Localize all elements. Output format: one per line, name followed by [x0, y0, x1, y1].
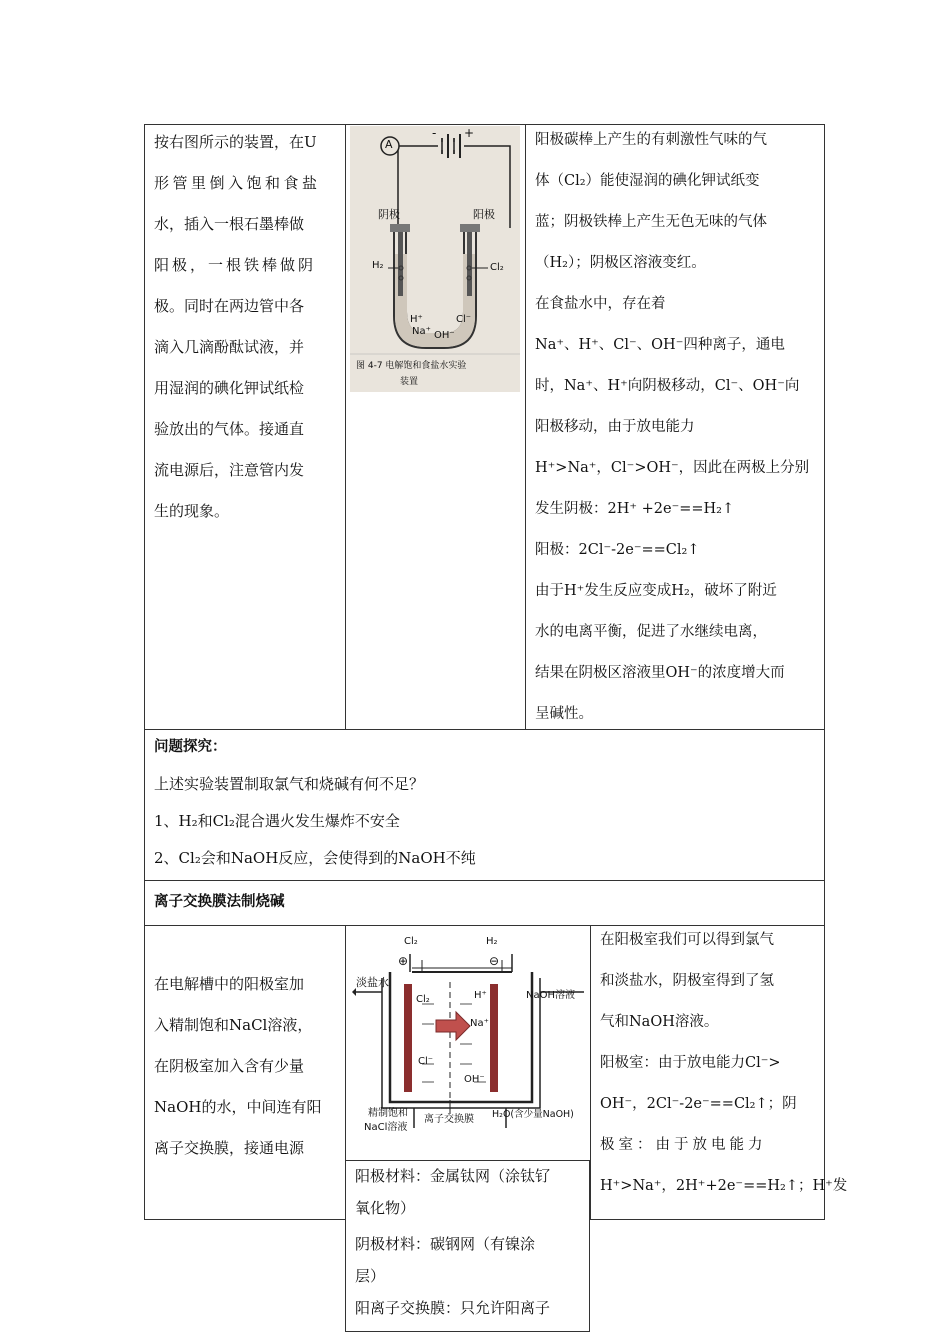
procedure-line: 生的现象。: [154, 502, 230, 520]
material-line: 层）: [355, 1267, 386, 1285]
battery-minus: -: [432, 126, 437, 140]
explanation-line: 阳极移动，由于放电能力: [535, 419, 695, 435]
brine-label-2: NaCl溶液: [364, 1122, 408, 1133]
explanation-line: 时，Na⁺、H⁺向阴极移动，Cl⁻、OH⁻向: [535, 378, 800, 394]
explanation-line: 阳极碳棒上产生的有刺激性气味的气: [535, 132, 767, 148]
procedure-line: 极。同时在两边管中各: [154, 297, 305, 315]
procedure-line: 水，插入一根石墨棒做: [154, 215, 305, 233]
procedure-line: NaOH的水，中间连有阳: [154, 1098, 322, 1116]
membrane-label: 离子交换膜: [424, 1114, 474, 1125]
section-heading: 问题探究：: [154, 739, 227, 755]
explanation-line: 由于H⁺发生反应变成H₂，破坏了附近: [535, 583, 777, 599]
anode-sign: ⊕: [398, 954, 409, 968]
ion-na: Na⁺: [412, 326, 431, 337]
explanation-line: 体（Cl₂）能使湿润的碘化钾试纸变: [535, 173, 760, 189]
oh-ion: OH⁻: [464, 1074, 485, 1085]
procedure-line: 流电源后，注意管内发: [154, 461, 305, 479]
explanation-line: 气和NaOH溶液。: [600, 1014, 719, 1030]
h2-label: H₂: [372, 260, 384, 271]
explanation-line: H⁺>Na⁺，Cl⁻>OH⁻，因此在两极上分别: [535, 460, 810, 476]
electrolysis-figure: [350, 126, 520, 392]
procedure-line: 离子交换膜，接通电源: [154, 1139, 305, 1157]
experiment-explanation: [535, 120, 821, 735]
membrane-procedure: [154, 964, 321, 1169]
cl2-label: Cl₂: [490, 262, 504, 273]
cl2-inner: Cl₂: [416, 994, 430, 1005]
explanation-line: 呈碱性。: [535, 706, 593, 722]
membrane-explanation: [600, 920, 847, 1207]
naoh-solution-label: NaOH溶液: [526, 990, 575, 1001]
h-ion: H⁺: [474, 990, 487, 1001]
material-line: 氧化物）: [355, 1199, 416, 1217]
membrane-cell-figure: [352, 932, 586, 1132]
procedure-line: 按右图所示的装置，在U: [154, 133, 317, 151]
u-tube-diagram: [350, 126, 520, 392]
explanation-line: 阳极：2Cl⁻-2e⁻==Cl₂↑: [535, 542, 700, 558]
explanation-line: Na⁺、H⁺、Cl⁻、OH⁻四种离子，通电: [535, 337, 785, 353]
explanation-line: OH⁻，2Cl⁻-2e⁻==Cl₂↑；阴: [600, 1096, 797, 1112]
procedure-line: 在阴极室加入含有少量: [154, 1057, 305, 1075]
experiment-procedure: [154, 122, 340, 532]
procedure-line: 形管里倒入饱和食盐: [154, 174, 321, 192]
explanation-line: 发生阴极：2H⁺ +2e⁻==H₂↑: [535, 501, 735, 517]
divider: [590, 925, 591, 1220]
divider: [525, 124, 526, 730]
cathode-sign: ⊖: [489, 954, 500, 968]
explanation-line: H⁺>Na⁺，2H⁺+2e⁻==H₂↑；H⁺发: [600, 1178, 848, 1194]
ion-h: H⁺: [410, 314, 423, 325]
procedure-line: 滴入几滴酚酞试液，并: [154, 338, 305, 356]
na-ion: Na⁺: [470, 1018, 489, 1029]
dilute-brine-label: 淡盐水: [356, 976, 389, 989]
question-text: 上述实验装置制取氯气和烧碱有何不足？: [154, 775, 425, 793]
problem-section: [154, 729, 476, 877]
explanation-line: 在阳极室我们可以得到氯气: [600, 932, 774, 948]
material-line: 阳离子交换膜：只允许阳离子: [355, 1299, 551, 1317]
electrode-materials: [355, 1160, 550, 1324]
membrane-cell-diagram: [352, 932, 586, 1132]
procedure-line: 验放出的气体。接通直: [154, 420, 305, 438]
procedure-line: 入精制饱和NaCl溶液，: [154, 1016, 313, 1034]
section-heading: 离子交换膜法制烧碱: [154, 894, 285, 910]
figure-caption-2: 装置: [400, 377, 419, 387]
material-line: 阳极材料：金属钛网（涂钛钌: [355, 1167, 551, 1185]
point-1: 1、H₂和Cl₂混合遇火发生爆炸不安全: [154, 812, 400, 830]
ion-cl: Cl⁻: [456, 314, 472, 325]
explanation-line: 极室：由于放电能力: [600, 1137, 767, 1153]
procedure-line: 用湿润的碘化钾试纸检: [154, 379, 305, 397]
explanation-line: 水的电离平衡，促进了水继续电离，: [535, 624, 767, 640]
figure-caption: 图 4-7 电解饱和食盐水实验: [356, 361, 467, 371]
material-line: 阴极材料：碳钢网（有镍涂: [355, 1235, 536, 1253]
point-2: 2、Cl₂会和NaOH反应，会使得到的NaOH不纯: [154, 849, 476, 867]
brine-label-1: 精制饱和: [368, 1108, 408, 1119]
anode-label: 阳极: [473, 208, 495, 221]
h2-outlet: H₂: [486, 936, 498, 947]
water-label: H₂O(含少量NaOH): [492, 1109, 574, 1120]
procedure-line: 阳极，一根铁棒做阴: [154, 256, 317, 274]
cl2-outlet: Cl₂: [404, 936, 418, 947]
procedure-line: 在电解槽中的阳极室加: [154, 975, 305, 993]
explanation-line: （H₂）；阴极区溶液变红。: [535, 255, 706, 271]
explanation-line: 蓝；阴极铁棒上产生无色无味的气体: [535, 214, 767, 230]
explanation-line: 阳极室：由于放电能力Cl⁻>: [600, 1055, 781, 1071]
battery-plus: +: [464, 126, 475, 140]
divider: [345, 124, 346, 730]
ammeter-label: A: [385, 138, 393, 151]
explanation-line: 和淡盐水，阴极室得到了氢: [600, 973, 774, 989]
ion-oh: OH⁻: [434, 330, 455, 341]
explanation-line: 结果在阴极区溶液里OH⁻的浓度增大而: [535, 665, 785, 681]
cathode-label: 阴极: [378, 208, 400, 221]
explanation-line: 在食盐水中，存在着: [535, 296, 666, 312]
cl-ion: Cl⁻: [418, 1056, 434, 1067]
